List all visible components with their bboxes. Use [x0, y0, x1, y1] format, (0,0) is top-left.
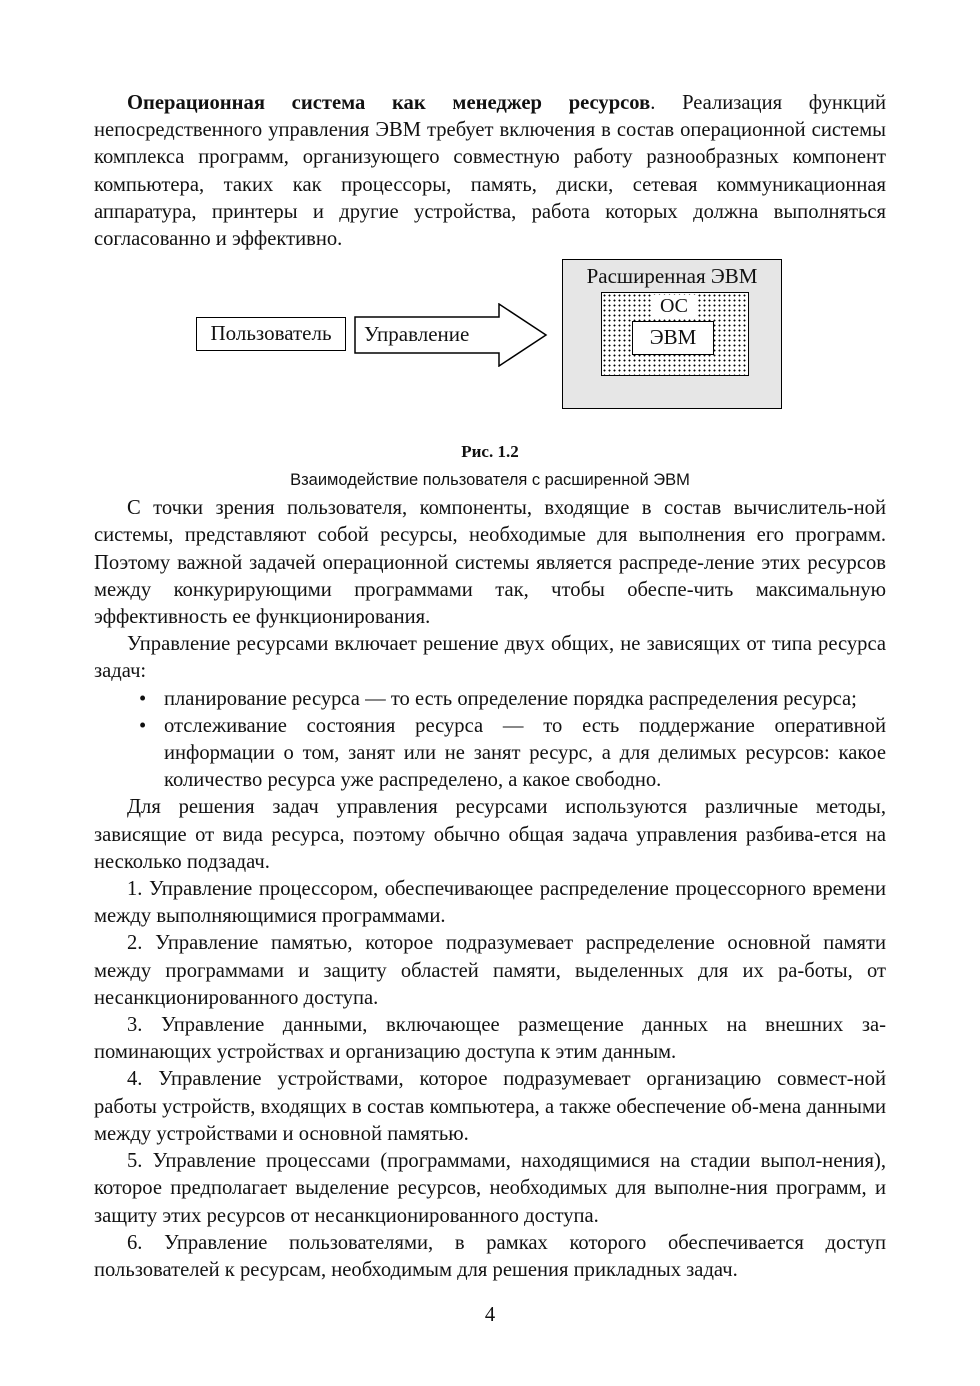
page-number: 4 — [484, 1304, 496, 1326]
numbered-item: 4. Управление устройствами, которое подразумевает организацию совмест-ной работы устройств, входящих в состав компьютера, а также обеспечение об-мена данными между устройствами и основной памятью. — [94, 1068, 886, 1145]
numbered-item: 3. Управление данными, включающее размещение данных на внешних за-поминающих устройствах и организацию доступа к этим данным. — [94, 1014, 886, 1064]
intro-paragraph — [94, 90, 886, 253]
intro-text: . Реализация функций непосредственного управления ЭВМ требует включения в состав операционной системы комплекса программ, организующего совместную работу разнообразных компонент компьютера, таких как процессоры, память, диски, сетевая коммуникационная аппаратура, принтеры и другие устройства, работа которых должна выполняться согласованно и эффективно. — [94, 92, 886, 251]
numbered-item: 6. Управление пользователями, в рамках которого обеспечивается доступ пользователей к ресурсам, необходимым для решения прикладных задач. — [94, 1231, 886, 1281]
list-item — [94, 686, 886, 713]
paragraph: Управление ресурсами включает решение двух общих, не зависящих от типа ресурса задач: — [94, 633, 886, 683]
figure-1-2 — [94, 259, 886, 431]
extended-evm-title: Расширенная ЭВМ — [586, 264, 758, 289]
os-label: ОС — [652, 295, 696, 317]
numbered-item: 1. Управление процессором, обеспечивающее распределение процессорного времени между выполняющимися программами. — [94, 878, 886, 928]
numbered-item: 5. Управление процессами (программами, находящимися на стадии выпол-нения), которое предполагает выделение ресурсов, необходимых для выполне-ния программ, и защиту этих ресурсов от несанкционированного доступа. — [94, 1150, 886, 1227]
paragraph: С точки зрения пользователя, компоненты, входящие в состав вычислитель-ной системы, представляют собой ресурсы, необходимые для выполнения его программ. Поэтому важной задачей операционной системы является распреде-ление этих ресурсов между конкурирующими программами так, чтобы обеспе-чить максимальную эффективность ее функционирования. — [94, 497, 886, 629]
control-label: Управление — [364, 322, 470, 347]
list-item-text: планирование ресурса — то есть определение порядка распределения ресурса; — [164, 687, 857, 710]
os-box — [601, 292, 749, 376]
user-box: Пользователь — [196, 317, 346, 351]
list-item — [94, 713, 886, 795]
paragraph: Для решения задач управления ресурсами используются различные методы, зависящие от вида ресурса, поэтому обычно общая задача управления разбива-ется на несколько подзадач. — [94, 796, 886, 873]
evm-box: ЭВМ — [632, 321, 714, 355]
bullet-list — [94, 686, 886, 795]
figure-number: Рис. 1.2 — [461, 442, 519, 462]
extended-evm-box — [562, 259, 782, 409]
figure-caption: Взаимодействие пользователя с расширенной ЭВМ — [290, 471, 690, 490]
intro-heading: Операционная система как менеджер ресурсов — [127, 92, 651, 114]
page-content — [94, 90, 886, 1284]
bullet-icon: • — [139, 714, 147, 737]
bullet-icon: • — [139, 687, 147, 710]
numbered-item: 2. Управление памятью, которое подразумевает распределение основной памяти между программами и защиту областей памяти, выделенных для их ра-боты, от несанкционированного доступа. — [94, 932, 886, 1009]
list-item-text: отслеживание состояния ресурса — то есть поддержание оперативной информации о том, занят или не занят ресурс, а для делимых ресурсов: какое количество ресурса уже распределено, а какое свободно. — [164, 714, 886, 792]
